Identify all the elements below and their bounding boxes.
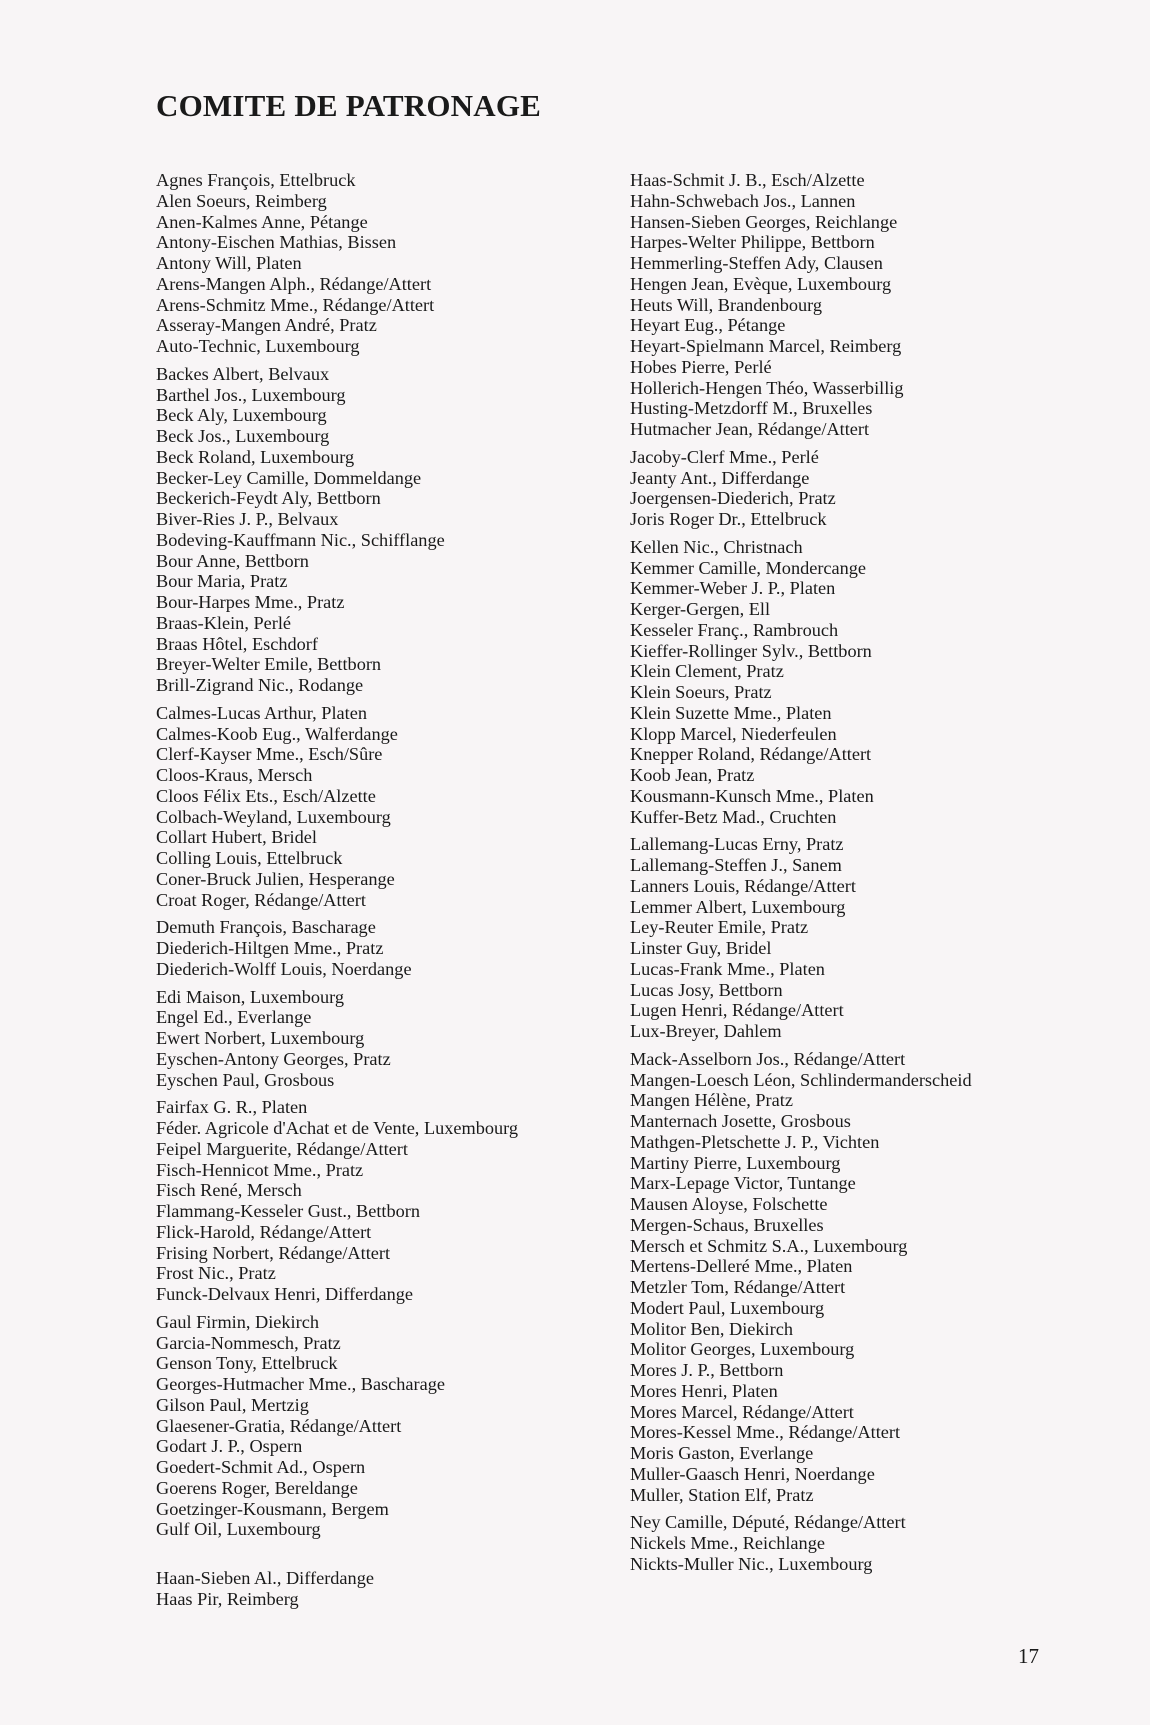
- patron-entry: Heuts Will, Brandenbourg: [630, 294, 823, 315]
- patron-entry: Eyschen-Antony Georges, Pratz: [156, 1048, 391, 1069]
- patron-entry: Colbach-Weyland, Luxembourg: [156, 806, 391, 827]
- patron-entry: Marx-Lepage Victor, Tuntange: [630, 1173, 856, 1194]
- patron-entry: Antony-Eischen Mathias, Bissen: [156, 232, 397, 253]
- patron-entry: Hobes Pierre, Perlé: [630, 356, 772, 377]
- patron-entry: Fairfax G. R., Platen: [156, 1097, 308, 1118]
- patron-entry: Feipel Marguerite, Rédange/Attert: [156, 1138, 408, 1159]
- patron-entry: Bour-Harpes Mme., Pratz: [156, 592, 345, 612]
- patron-entry: Fisch-Hennicot Mme., Pratz: [156, 1159, 364, 1180]
- patron-entry: Edi Maison, Luxembourg: [156, 986, 345, 1007]
- patron-entry: Lucas-Frank Mme., Platen: [630, 958, 825, 979]
- patron-entry: Genson Tony, Ettelbruck: [156, 1353, 338, 1374]
- patron-entry: Ewert Norbert, Luxembourg: [156, 1028, 365, 1048]
- patron-entry: Joergensen-Diederich, Pratz: [630, 488, 836, 509]
- patron-entry: Hemmerling-Steffen Ady, Clausen: [630, 253, 883, 273]
- name-group: [156, 170, 626, 357]
- patron-entry: Garcia-Nommesch, Pratz: [156, 1332, 341, 1353]
- patron-entry: Goetzinger-Kousmann, Bergem: [156, 1498, 389, 1519]
- patron-entry: Diederich-Hiltgen Mme., Pratz: [156, 938, 384, 958]
- patron-entry: Godart J. P., Ospern: [156, 1436, 303, 1457]
- patron-entry: Goerens Roger, Bereldange: [156, 1477, 358, 1498]
- patron-entry: Mausen Aloyse, Folschette: [630, 1194, 828, 1214]
- patron-entry: Frost Nic., Pratz: [156, 1263, 276, 1284]
- patron-entry: Moris Gaston, Everlange: [630, 1443, 814, 1463]
- patron-entry: Cloos-Kraus, Mersch: [156, 765, 313, 785]
- patron-entry: Heyart Eug., Pétange: [630, 315, 786, 336]
- patron-entry: Bour Anne, Bettborn: [156, 550, 309, 571]
- name-group: [630, 1512, 1135, 1574]
- patron-entry: Klopp Marcel, Niederfeulen: [630, 723, 837, 744]
- patron-entry: Mertens-Delleré Mme., Platen: [630, 1256, 853, 1277]
- patron-entry: Arens-Schmitz Mme., Rédange/Attert: [156, 294, 435, 315]
- patron-entry: Lemmer Albert, Luxembourg: [630, 896, 846, 917]
- patron-entry: Croat Roger, Rédange/Attert: [156, 889, 366, 910]
- patron-entry: Bodeving-Kauffmann Nic., Schifflange: [156, 529, 445, 550]
- patron-entry: Manternach Josette, Grosbous: [630, 1111, 851, 1131]
- name-group: [156, 1312, 626, 1540]
- patron-entry: Ley-Reuter Emile, Pratz: [630, 917, 809, 938]
- left-column: [156, 170, 626, 1617]
- name-group: [630, 447, 1135, 530]
- patron-entry: Kemmer-Weber J. P., Platen: [630, 578, 836, 599]
- patron-entry: Kerger-Gergen, Ell: [630, 599, 771, 619]
- patron-entry: Nickels Mme., Reichlange: [630, 1533, 825, 1553]
- name-group: [156, 917, 626, 979]
- patron-entry: Fisch René, Mersch: [156, 1180, 302, 1201]
- patron-entry: Mergen-Schaus, Bruxelles: [630, 1214, 824, 1235]
- name-group: [630, 537, 1135, 828]
- patron-entry: Beck Aly, Luxembourg: [156, 405, 327, 426]
- patron-entry: Coner-Bruck Julien, Hesperange: [156, 868, 395, 889]
- patron-entry: Frising Norbert, Rédange/Attert: [156, 1242, 391, 1263]
- patron-entry: Hollerich-Hengen Théo, Wasserbillig: [630, 377, 904, 398]
- patron-entry: Mores-Kessel Mme., Rédange/Attert: [630, 1422, 901, 1443]
- patron-entry: Mores Henri, Platen: [630, 1380, 778, 1401]
- patron-entry: Georges-Hutmacher Mme., Bascharage: [156, 1374, 446, 1394]
- patron-entry: Haas-Schmit J. B., Esch/Alzette: [630, 170, 865, 190]
- patron-entry: Harpes-Welter Philippe, Bettborn: [630, 232, 875, 253]
- patron-entry: Alen Soeurs, Reimberg: [156, 190, 327, 211]
- patron-entry: Klein Suzette Mme., Platen: [630, 702, 832, 723]
- patron-entry: Ney Camille, Député, Rédange/Attert: [630, 1512, 906, 1533]
- patron-entry: Cloos Félix Ets., Esch/Alzette: [156, 785, 376, 806]
- patron-entry: Klein Clement, Pratz: [630, 661, 784, 682]
- patron-entry: Goedert-Schmit Ad., Ospern: [156, 1457, 366, 1477]
- patron-entry: Kieffer-Rollinger Sylv., Bettborn: [630, 640, 872, 661]
- patron-entry: Agnes François, Ettelbruck: [156, 170, 356, 190]
- name-group: [630, 1049, 1135, 1506]
- patron-entry: Glaesener-Gratia, Rédange/Attert: [156, 1415, 402, 1436]
- patron-entry: Beck Jos., Luxembourg: [156, 426, 330, 446]
- patron-entry: Koob Jean, Pratz: [630, 765, 755, 785]
- patron-entry: Metzler Tom, Rédange/Attert: [630, 1277, 846, 1297]
- patron-entry: Braas Hôtel, Eschdorf: [156, 633, 318, 654]
- name-group: [156, 1568, 626, 1610]
- patron-entry: Backes Albert, Belvaux: [156, 363, 330, 384]
- patron-entry: Husting-Metzdorff M., Bruxelles: [630, 398, 873, 419]
- page-number: 17: [1018, 1644, 1039, 1668]
- patron-entry: Breyer-Welter Emile, Bettborn: [156, 654, 382, 675]
- patron-entry: Hutmacher Jean, Rédange/Attert: [630, 419, 870, 439]
- patron-entry: Hansen-Sieben Georges, Reichlange: [630, 211, 898, 232]
- right-column: [630, 170, 1135, 1582]
- patron-entry: Joris Roger Dr., Ettelbruck: [630, 509, 827, 529]
- patron-entry: Flammang-Kesseler Gust., Bettborn: [156, 1201, 421, 1221]
- patron-entry: Jeanty Ant., Differdange: [630, 467, 810, 488]
- patron-entry: Biver-Ries J. P., Belvaux: [156, 509, 339, 529]
- patron-entry: Lallemang-Lucas Erny, Pratz: [630, 834, 844, 855]
- patron-entry: Braas-Klein, Perlé: [156, 612, 292, 633]
- patron-entry: Molitor Georges, Luxembourg: [630, 1339, 855, 1360]
- name-group: [156, 1097, 626, 1305]
- patron-entry: Haan-Sieben Al., Differdange: [156, 1568, 374, 1588]
- patron-entry: Mack-Asselborn Jos., Rédange/Attert: [630, 1048, 906, 1069]
- patron-entry: Kellen Nic., Christnach: [630, 536, 803, 557]
- patron-entry: Muller, Station Elf, Pratz: [630, 1484, 814, 1505]
- patron-entry: Anen-Kalmes Anne, Pétange: [156, 211, 368, 232]
- patron-entry: Brill-Zigrand Nic., Rodange: [156, 675, 364, 695]
- name-group: [156, 703, 626, 911]
- patron-entry: Demuth François, Bascharage: [156, 917, 376, 938]
- patron-entry: Kemmer Camille, Mondercange: [630, 557, 867, 578]
- patron-entry: Colling Louis, Ettelbruck: [156, 848, 343, 868]
- patron-entry: Arens-Mangen Alph., Rédange/Attert: [156, 273, 432, 294]
- patron-entry: Jacoby-Clerf Mme., Perlé: [630, 446, 819, 467]
- patron-entry: Mores J. P., Bettborn: [630, 1360, 784, 1380]
- patron-entry: Funck-Delvaux Henri, Differdange: [156, 1284, 414, 1304]
- patron-entry: Hahn-Schwebach Jos., Lannen: [630, 190, 856, 211]
- patron-entry: Flick-Harold, Rédange/Attert: [156, 1221, 372, 1242]
- patron-entry: Antony Will, Platen: [156, 253, 302, 273]
- patron-entry: Klein Soeurs, Pratz: [630, 682, 772, 702]
- patron-entry: Gulf Oil, Luxembourg: [156, 1519, 321, 1540]
- patron-entry: Kuffer-Betz Mad., Cruchten: [630, 806, 837, 827]
- patron-entry: Calmes-Koob Eug., Walferdange: [156, 723, 398, 744]
- patron-entry: Lallemang-Steffen J., Sanem: [630, 855, 842, 875]
- patron-entry: Nickts-Muller Nic., Luxembourg: [630, 1553, 873, 1574]
- patron-entry: Mores Marcel, Rédange/Attert: [630, 1401, 854, 1422]
- patron-entry: Beckerich-Feydt Aly, Bettborn: [156, 488, 381, 509]
- patron-entry: Clerf-Kayser Mme., Esch/Sûre: [156, 744, 383, 765]
- patron-entry: Barthel Jos., Luxembourg: [156, 384, 346, 405]
- patron-entry: Bour Maria, Pratz: [156, 571, 288, 592]
- patron-entry: Mathgen-Pletschette J. P., Vichten: [630, 1131, 880, 1152]
- patron-entry: Hengen Jean, Evèque, Luxembourg: [630, 273, 892, 294]
- patron-entry: Mangen-Loesch Léon, Schlindermanderscheid: [630, 1069, 972, 1090]
- patron-entry: Molitor Ben, Diekirch: [630, 1318, 793, 1339]
- name-group: [630, 834, 1135, 1042]
- patron-entry: Muller-Gaasch Henri, Noerdange: [630, 1463, 875, 1484]
- patron-entry: Knepper Roland, Rédange/Attert: [630, 744, 872, 765]
- patron-entry: Becker-Ley Camille, Dommeldange: [156, 467, 422, 488]
- patron-entry: Martiny Pierre, Luxembourg: [630, 1152, 841, 1173]
- patron-entry: Asseray-Mangen André, Pratz: [156, 315, 377, 336]
- patron-entry: Kousmann-Kunsch Mme., Platen: [630, 785, 874, 806]
- patron-entry: Mangen Hélène, Pratz: [630, 1090, 793, 1111]
- patron-entry: Lucas Josy, Bettborn: [630, 979, 783, 1000]
- patron-entry: Kesseler Franç., Rambrouch: [630, 619, 839, 640]
- patron-entry: Engel Ed., Everlange: [156, 1007, 312, 1028]
- patron-entry: Auto-Technic, Luxembourg: [156, 336, 360, 356]
- patron-entry: Lanners Louis, Rédange/Attert: [630, 875, 856, 896]
- page-title: COMITE DE PATRONAGE: [156, 88, 542, 123]
- patron-entry: Diederich-Wolff Louis, Noerdange: [156, 958, 412, 979]
- patron-entry: Gaul Firmin, Diekirch: [156, 1311, 319, 1332]
- patron-entry: Haas Pir, Reimberg: [156, 1588, 299, 1609]
- name-group: [156, 364, 626, 696]
- patron-entry: Collart Hubert, Bridel: [156, 827, 317, 848]
- patron-entry: Gilson Paul, Mertzig: [156, 1394, 309, 1415]
- patron-entry: Heyart-Spielmann Marcel, Reimberg: [630, 336, 902, 356]
- patron-entry: Linster Guy, Bridel: [630, 938, 772, 958]
- patron-entry: Mersch et Schmitz S.A., Luxembourg: [630, 1235, 908, 1256]
- patron-entry: Lugen Henri, Rédange/Attert: [630, 1000, 844, 1021]
- patron-entry: Eyschen Paul, Grosbous: [156, 1069, 335, 1090]
- patron-entry: Lux-Breyer, Dahlem: [630, 1021, 782, 1041]
- patron-entry: Féder. Agricole d'Achat et de Vente, Luxembourg: [156, 1118, 519, 1138]
- patron-entry: Calmes-Lucas Arthur, Platen: [156, 702, 367, 723]
- name-group: [156, 987, 626, 1091]
- patron-entry: Beck Roland, Luxembourg: [156, 446, 355, 467]
- name-group: [630, 170, 1135, 440]
- patron-entry: Modert Paul, Luxembourg: [630, 1297, 825, 1318]
